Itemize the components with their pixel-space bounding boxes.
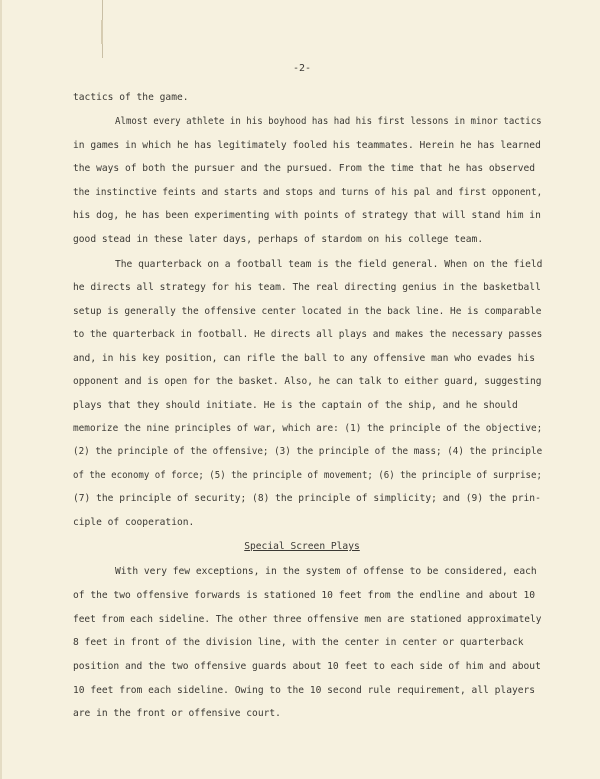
text-line: plays that they should initiate. He is the captain of the ship, and he should [73, 400, 518, 411]
text-line: 10 feet from each sideline. Owing to the 10 second rule requirement, all players [73, 685, 536, 696]
text-line: (7) the principle of security; (8) the principle of simplicity; and (9) the prin- [73, 493, 541, 504]
section-heading: Special Screen Plays [244, 541, 360, 552]
text-line: his dog, he has been experimenting with points of strategy that will stand him in [73, 210, 541, 221]
text-line: the instinctive feints and starts and stops and turns of his pal and first opponent, [73, 187, 543, 198]
text-line: The quarterback on a football team is the field general. When on the field [115, 259, 543, 270]
text-line: tactics of the game. [73, 92, 189, 103]
text-line: in games in which he has legitimately fooled his teammates. Herein he has learned [73, 140, 541, 151]
text-line: feet from each sideline. The other three offensive men are stationed approximately [73, 614, 542, 625]
text-line: memorize the nine principles of war, which are: (1) the principle of the objective; [73, 423, 543, 434]
text-line: (2) the principle of the offensive; (3) the principle of the mass; (4) the principle [73, 446, 543, 457]
text-line: With very few exceptions, in the system of offense to be considered, each [115, 566, 537, 577]
text-line: ciple of cooperation. [73, 517, 195, 528]
text-line: are in the front or offensive court. [73, 708, 281, 719]
text-line: setup is generally the offensive center located in the back line. He is comparable [73, 306, 542, 317]
text-line: of the economy of force; (5) the principle of movement; (6) the principle of surprise; [73, 470, 542, 481]
text-line: and, in his key position, can rifle the ball to any offensive man who evades his [73, 353, 536, 364]
text-line: of the two offensive forwards is stationed 10 feet from the endline and about 10 [73, 590, 536, 601]
text-line: 8 feet in front of the division line, with the center in center or quarterback [73, 637, 524, 648]
text-line: he directs all strategy for his team. The real directing genius in the basketball [73, 282, 541, 293]
text-line: Almost every athlete in his boyhood has had his first lessons in minor tactics [115, 116, 542, 127]
text-line: opponent and is open for the basket. Also, he can talk to either guard, suggesting [73, 376, 542, 387]
paper-crease-mark [101, 20, 103, 44]
page-number: -2- [292, 63, 312, 74]
text-line: good stead in these later days, perhaps of stardom on his college team. [73, 234, 484, 245]
text-line: to the quarterback in football. He directs all plays and makes the necessary passes [73, 329, 543, 340]
text-line: the ways of both the pursuer and the pursued. From the time that he has observed [73, 163, 536, 174]
text-line: position and the two offensive guards about 10 feet to each side of him and about [73, 661, 541, 672]
